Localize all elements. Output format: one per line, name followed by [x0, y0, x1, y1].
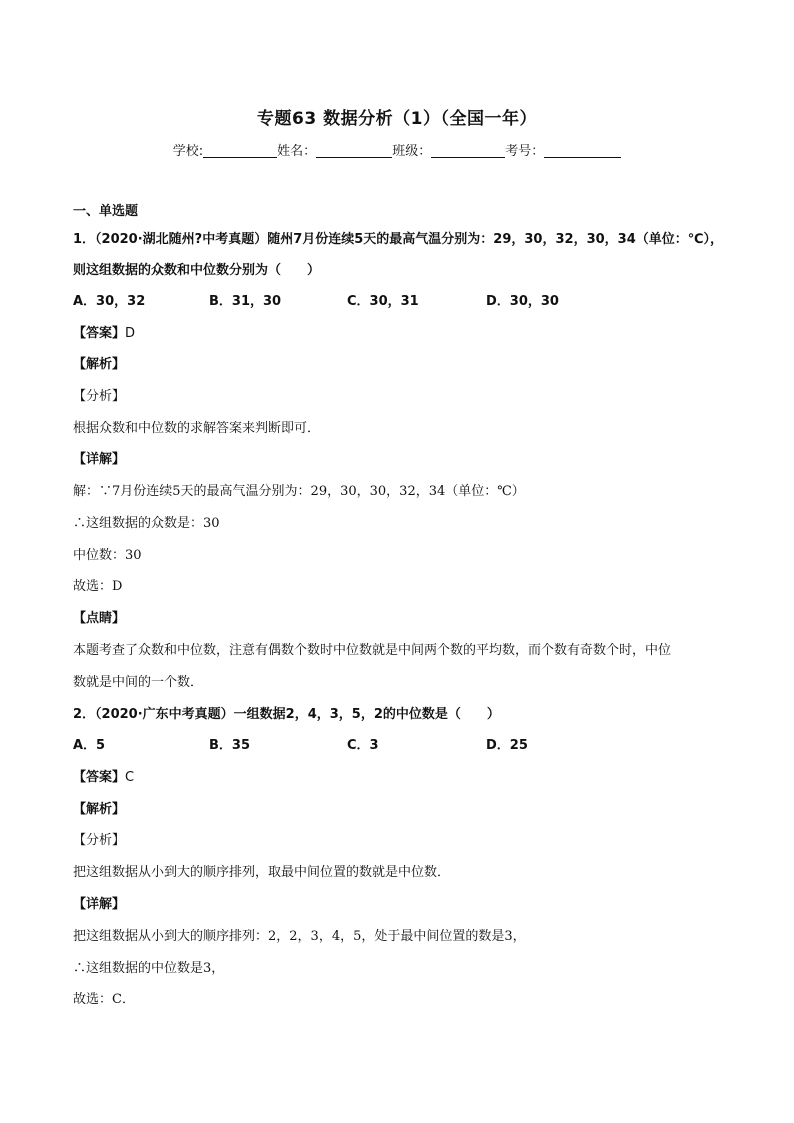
q1-fenxi-label: 【分析】: [73, 389, 126, 404]
q2-detail-label: 【详解】: [73, 897, 126, 912]
q1-answer-value: D: [125, 326, 136, 341]
q1-answer: [73, 325, 135, 343]
q1-detail-line-3: 中位数：30: [73, 548, 142, 563]
student-info-row: [0, 140, 794, 159]
q2-detail-line-3: 故选：C．: [73, 992, 135, 1007]
q2-fenxi-label: 【分析】: [73, 833, 126, 848]
q1-stem-line2: 则这组数据的众数和中位数分别为（ ）: [73, 263, 321, 278]
q1-analysis-label: 【解析】: [73, 357, 126, 372]
q1-comment-line-2: 数就是中间的一个数．: [73, 675, 204, 690]
q2-fenxi-text: 把这组数据从小到大的顺序排列，取最中间位置的数就是中位数．: [73, 865, 451, 880]
q1-stem-line1: 1．（2020·湖北随州?中考真题）随州7月份连续5天的最高气温分别为：29，30，32，30，34（单位：℃），: [73, 232, 723, 247]
q1-comment-line-1: 本题考查了众数和中位数，注意有偶数个数时中位数就是中间两个数的平均数，而个数有奇数个时，中位: [73, 643, 672, 658]
page-title: 专题63 数据分析（1）（全国一年）: [257, 109, 537, 129]
q2-option-a: A．5: [73, 738, 106, 753]
q1-option-b: B．31，30: [209, 294, 282, 309]
number-label: 考号：: [505, 144, 545, 159]
q1-option-a: A．30，32: [73, 294, 146, 309]
q2-analysis-label: 【解析】: [73, 802, 126, 817]
q2-option-d: D．25: [486, 738, 528, 753]
q1-fenxi-text: 根据众数和中位数的求解答案来判断即可．: [73, 421, 321, 436]
q1-detail-line-1: 解：∵7月份连续5天的最高气温分别为：29，30，30，32，34（单位：℃）: [73, 484, 525, 499]
q2-answer-value: C: [125, 770, 135, 785]
name-label: 姓名：: [277, 144, 317, 159]
school-label: 学校:: [172, 144, 204, 159]
q1-detail-line-4: 故选：D: [73, 579, 123, 594]
q1-detail-label: 【详解】: [73, 452, 126, 467]
q1-answer-label: 【答案】: [73, 326, 126, 341]
school-blank: [203, 143, 277, 158]
q1-comment-label: 【点睛】: [73, 611, 126, 626]
class-blank: [431, 143, 505, 158]
q2-detail-line-2: ∴这组数据的中位数是3，: [73, 961, 225, 976]
q2-answer: [73, 769, 134, 787]
section-title: 一、单选题: [73, 204, 139, 219]
name-blank: [316, 143, 392, 158]
q1-option-c: C．30，31: [347, 294, 419, 309]
q2-stem: 2．（2020·广东中考真题）一组数据2，4，3，5，2的中位数是（ ）: [73, 707, 500, 722]
q2-option-c: C．3: [347, 738, 379, 753]
q1-detail-line-2: ∴这组数据的众数是：30: [73, 516, 220, 531]
q1-option-d: D．30，30: [486, 294, 559, 309]
class-label: 班级：: [392, 144, 432, 159]
number-blank: [544, 143, 621, 158]
q2-detail-line-1: 把这组数据从小到大的顺序排列：2，2，3，4，5，处于最中间位置的数是3，: [73, 929, 526, 944]
q2-option-b: B．35: [209, 738, 250, 753]
q2-answer-label: 【答案】: [73, 770, 126, 785]
